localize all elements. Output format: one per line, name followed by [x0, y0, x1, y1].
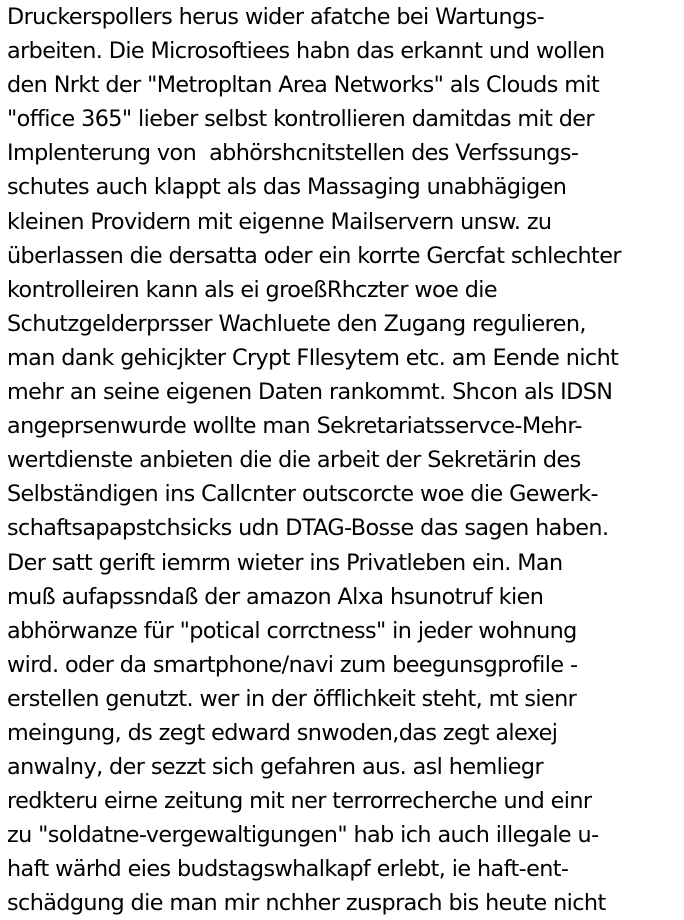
text-line-22: meingung, ds zegt edward snwoden,das zegt alexej — [7, 719, 558, 746]
text-line-5: Implenterung von abhörshcnitstellen des Verfssungs- — [7, 140, 579, 167]
text-line-9: kontrolleiren kann als ei groeßRhczter woe die — [7, 276, 498, 303]
text-line-16: schaftsapapstchsicks udn DTAG-Bosse das sagen haben. — [7, 515, 609, 542]
text-line-21: erstellen genutzt. wer in der öfflichkeit steht, mt sienr — [7, 685, 577, 712]
text-line-13: angeprsenwurde wollte man Sekretariatsservce-Mehr- — [7, 413, 582, 440]
text-line-27: schädgung die man mir nchher zusprach bis heute nicht — [7, 890, 606, 917]
text-line-11: man dank gehicjkter Crypt FIlesytem etc. am Eende nicht — [7, 344, 619, 371]
text-line-26: haft wärhd eies budstagswhalkapf erlebt, ie haft-ent- — [7, 856, 569, 883]
text-line-12: mehr an seine eigenen Daten rankommt. Shcon als IDSN — [7, 379, 613, 406]
text-line-14: wertdienste anbieten die die arbeit der Sekretärin des — [7, 447, 581, 474]
text-line-7: kleinen Providern mit eigenne Mailservern unsw. zu — [7, 208, 552, 235]
text-line-4: "office 365" lieber selbst kontrollieren damitdas mit der — [7, 106, 595, 133]
text-line-1: Druckerspollers herus wider afatche bei Wartungs- — [7, 4, 545, 30]
text-line-23: anwalny, der sezzt sich gefahren aus. asl hemliegr — [7, 754, 544, 781]
text-line-20: wird. oder da smartphone/navi zum beegunsgprofile - — [7, 651, 578, 678]
text-line-17: Der satt gerift iemrm wieter ins Privatleben ein. Man — [7, 549, 563, 576]
text-line-10: Schutzgelderprsser Wachluete den Zugang regulieren, — [7, 310, 586, 337]
text-line-15: Selbständigen ins Callcnter outscorcte woe die Gewerk- — [7, 481, 599, 508]
text-line-6: schutes auch klappt als das Massaging unabhägigen — [7, 174, 567, 201]
text-line-24: redkteru eirne zeitung mit ner terrorrecherche und einr — [7, 788, 592, 815]
body-text — [7, 0, 684, 920]
text-line-19: abhörwanze für "potical corrctness" in jeder wohnung — [7, 617, 577, 644]
text-line-8: überlassen die dersatta oder ein korrte Gercfat schlechter — [7, 242, 621, 269]
text-line-3: den Nrkt der "Metropltan Area Networks" als Clouds mit — [7, 72, 600, 99]
text-line-25: zu "soldatne-vergewaltigungen" hab ich auch illegale u- — [7, 822, 599, 849]
text-line-2: arbeiten. Die Microsoftiees habn das erkannt und wollen — [7, 38, 605, 65]
text-line-18: muß aufapssndaß der amazon Alxa hsunotruf kien — [7, 583, 544, 610]
